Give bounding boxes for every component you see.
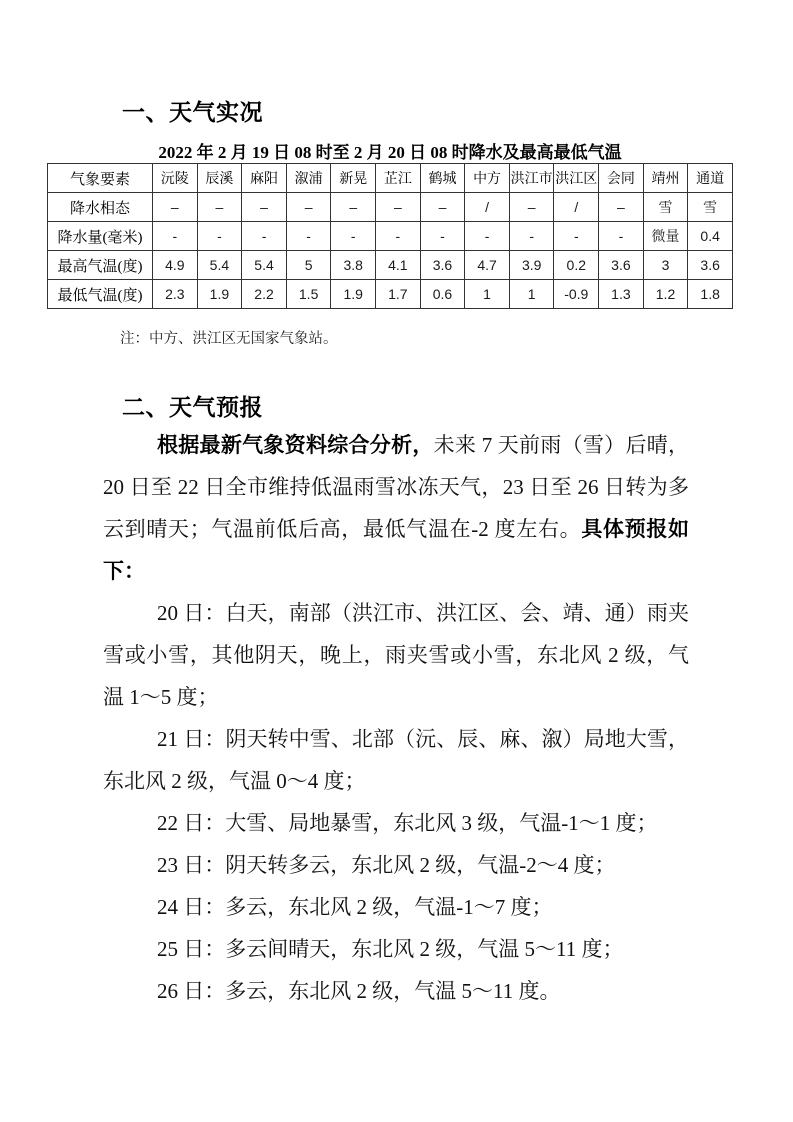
table-cell: - — [286, 222, 331, 251]
table-header-station: 靖州 — [643, 164, 688, 193]
table-header-station: 沅陵 — [153, 164, 198, 193]
forecast-intro-paragraph — [103, 424, 689, 592]
section-heading-weather-observed: 一、天气实况 — [122, 100, 263, 125]
table-cell: – — [242, 193, 287, 222]
forecast-day-paragraph: 22 日：大雪、局地暴雪，东北风 3 级，气温-1～1 度； — [157, 811, 658, 835]
table-cell: - — [242, 222, 287, 251]
table-footnote: 注：中方、洪江区无国家气象站。 — [120, 331, 338, 347]
row-label: 降水相态 — [48, 193, 153, 222]
table-cell: – — [153, 193, 198, 222]
table-cell: 4.7 — [465, 251, 510, 280]
table-cell: 5.4 — [197, 251, 242, 280]
table-cell: 4.1 — [376, 251, 421, 280]
table-cell: – — [509, 193, 554, 222]
table-header-station: 鹤城 — [420, 164, 465, 193]
table-cell: - — [331, 222, 376, 251]
forecast-intro-lead-bold: 根据最新气象资料综合分析， — [157, 433, 434, 457]
table-cell: 3.9 — [509, 251, 554, 280]
table-cell: 5.4 — [242, 251, 287, 280]
table-cell: - — [197, 222, 242, 251]
table-header-station: 辰溪 — [197, 164, 242, 193]
table-header-row — [48, 164, 733, 193]
table-row — [48, 251, 733, 280]
table-cell: - — [554, 222, 599, 251]
table-cell: / — [465, 193, 510, 222]
table-cell: 3.6 — [599, 251, 644, 280]
table-cell: - — [376, 222, 421, 251]
table-cell: / — [554, 193, 599, 222]
table-cell: 微量 — [643, 222, 688, 251]
table-cell: – — [420, 193, 465, 222]
table-row — [48, 193, 733, 222]
table-header-station: 通道 — [688, 164, 733, 193]
forecast-body — [103, 424, 689, 1012]
forecast-day-paragraph: 25 日：多云间晴天，东北风 2 级，气温 5～11 度； — [157, 937, 624, 961]
table-cell: – — [376, 193, 421, 222]
table-header-station: 洪江区 — [554, 164, 599, 193]
forecast-intro-tail-bold: 具体预报如下： — [103, 517, 689, 583]
table-cell: 3.6 — [420, 251, 465, 280]
table-header-station: 新晃 — [331, 164, 376, 193]
table-cell: 雪 — [643, 193, 688, 222]
table-cell: - — [420, 222, 465, 251]
table-header-label: 气象要素 — [48, 164, 153, 193]
table-cell: 3.6 — [688, 251, 733, 280]
table-cell: 雪 — [688, 193, 733, 222]
forecast-day-paragraph: 26 日：多云，东北风 2 级，气温 5～11 度。 — [157, 979, 561, 1003]
table-header-station: 麻阳 — [242, 164, 287, 193]
row-label: 降水量(毫米) — [48, 222, 153, 251]
forecast-day-paragraph: 21 日：阴天转中雪、北部（沅、辰、麻、溆）局地大雪，东北风 2 级，气温 0～4 度； — [103, 727, 689, 793]
table-row — [48, 222, 733, 251]
table-cell: 3 — [643, 251, 688, 280]
table-cell: - — [599, 222, 644, 251]
table-cell: - — [465, 222, 510, 251]
table-cell: 2.3 — [153, 280, 198, 309]
forecast-day-paragraph: 20 日：白天，南部（洪江市、洪江区、会、靖、通）雨夹雪或小雪，其他阴天，晚上，雨夹雪或小雪，东北风 2 级，气温 1～5 度； — [103, 601, 689, 709]
table-cell: – — [599, 193, 644, 222]
table-cell: 0.4 — [688, 222, 733, 251]
weather-table — [47, 163, 733, 309]
table-title: 2022 年 2 月 19 日 08 时至 2 月 20 日 08 时降水及最高最低气温 — [158, 143, 622, 162]
table-cell: 3.8 — [331, 251, 376, 280]
table-cell: -0.9 — [554, 280, 599, 309]
table-cell: 2.2 — [242, 280, 287, 309]
table-cell: 1.9 — [331, 280, 376, 309]
table-header-station: 会同 — [599, 164, 644, 193]
table-cell: 5 — [286, 251, 331, 280]
table-cell: – — [331, 193, 376, 222]
table-cell: 1.7 — [376, 280, 421, 309]
table-cell: 0.2 — [554, 251, 599, 280]
table-cell: 1.9 — [197, 280, 242, 309]
table-cell: - — [153, 222, 198, 251]
table-header-station: 洪江市 — [509, 164, 554, 193]
table-cell: 1 — [465, 280, 510, 309]
table-header-station: 芷江 — [376, 164, 421, 193]
forecast-day-list — [103, 592, 689, 1012]
section-heading-weather-forecast: 二、天气预报 — [122, 395, 263, 420]
table-cell: 1.3 — [599, 280, 644, 309]
table-cell: 1.2 — [643, 280, 688, 309]
table-header-station: 中方 — [465, 164, 510, 193]
row-label: 最低气温(度) — [48, 280, 153, 309]
table-cell: 0.6 — [420, 280, 465, 309]
row-label: 最高气温(度) — [48, 251, 153, 280]
table-cell: 4.9 — [153, 251, 198, 280]
table-header-station: 溆浦 — [286, 164, 331, 193]
table-cell: - — [509, 222, 554, 251]
table-cell: 1.8 — [688, 280, 733, 309]
table-cell: – — [286, 193, 331, 222]
table-cell: – — [197, 193, 242, 222]
forecast-day-paragraph: 23 日：阴天转多云，东北风 2 级，气温-2～4 度； — [157, 853, 616, 877]
forecast-day-paragraph: 24 日：多云，东北风 2 级，气温-1～7 度； — [157, 895, 553, 919]
table-row — [48, 280, 733, 309]
forecast-intro-text: 未来 7 天前雨（雪）后晴，20 日至 22 日全市维持低温雨雪冰冻天气，23 日至 26 日转为多云到晴天；气温前低后高，最低气温在-2 度左右。 — [103, 433, 689, 541]
table-cell: 1.5 — [286, 280, 331, 309]
table-cell: 1 — [509, 280, 554, 309]
